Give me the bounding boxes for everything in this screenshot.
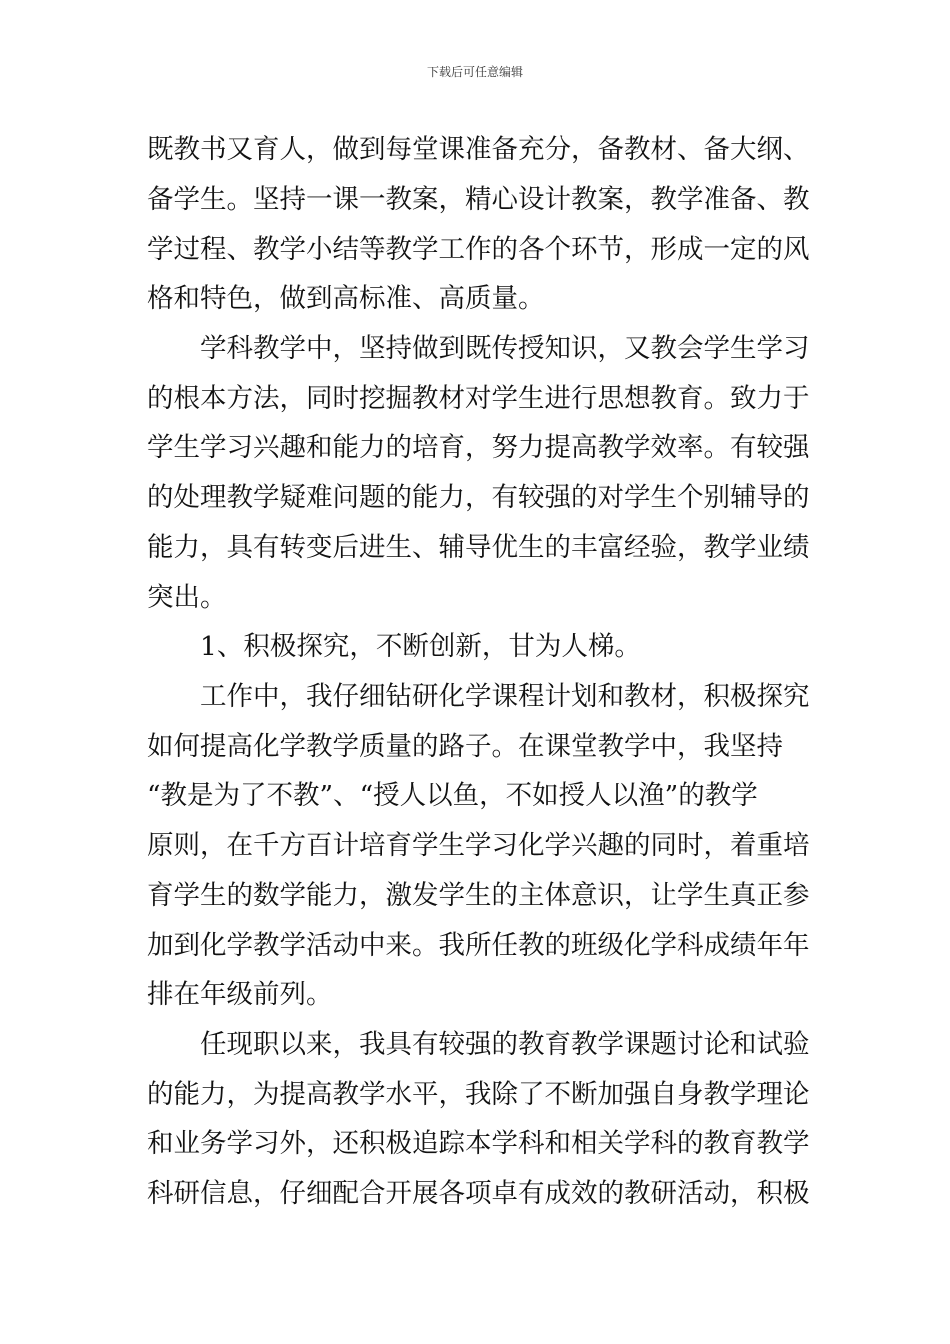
text-line: 学科教学中，坚持做到既传授知识，又教会学生学习 [147,334,810,364]
text-line: 学过程、教学小结等教学工作的各个环节，形成一定的风 [147,235,810,265]
text-line: 的根本方法，同时挖掘教材对学生进行思想教育。致力于 [147,384,810,414]
text-line: 备学生。坚持一课一教案，精心设计教案，教学准备、教 [147,185,810,215]
text-line: 科研信息，仔细配合开展各项卓有成效的教研活动，积极 [147,1179,810,1209]
text-line: 加到化学教学活动中来。我所任教的班级化学科成绩年年 [147,931,810,961]
text-line: 原则，在千方百计培育学生学习化学兴趣的同时，着重培 [147,831,810,861]
text-line: 育学生的数学能力，激发学生的主体意识，让学生真正参 [147,881,810,911]
text-line: 和业务学习外，还积极追踪本学科和相关学科的教育教学 [147,1129,810,1159]
text-line: 的处理教学疑难问题的能力，有较强的对学生个别辅导的 [147,483,810,513]
text-line: 学生学习兴趣和能力的培育，努力提高教学效率。有较强 [147,433,810,463]
text-line: 1、积极探究，不断创新，甘为人梯。 [147,632,641,662]
text-line: 工作中，我仔细钻研化学课程计划和教材，积极探究 [147,682,810,712]
text-line: “教是为了不教”、“授人以鱼，不如授人以渔”的教学 [147,781,758,811]
text-line: 突出。 [147,583,227,613]
text-line: 如何提高化学教学质量的路子。在课堂教学中，我坚持 [147,732,783,762]
text-line: 排在年级前列。 [147,980,333,1010]
text-line: 既教书又育人，做到每堂课准备充分，备教材、备大纲、 [147,135,810,165]
text-line: 的能力，为提高教学水平，我除了不断加强自身教学理论 [147,1080,810,1110]
page-header: 下载后可任意编辑 [426,65,523,79]
text-line: 能力，具有转变后进生、辅导优生的丰富经验，教学业绩 [147,533,810,563]
text-line: 任现职以来，我具有较强的教育教学课题讨论和试验 [147,1030,810,1060]
text-line: 格和特色，做到高标准、高质量。 [147,284,545,314]
